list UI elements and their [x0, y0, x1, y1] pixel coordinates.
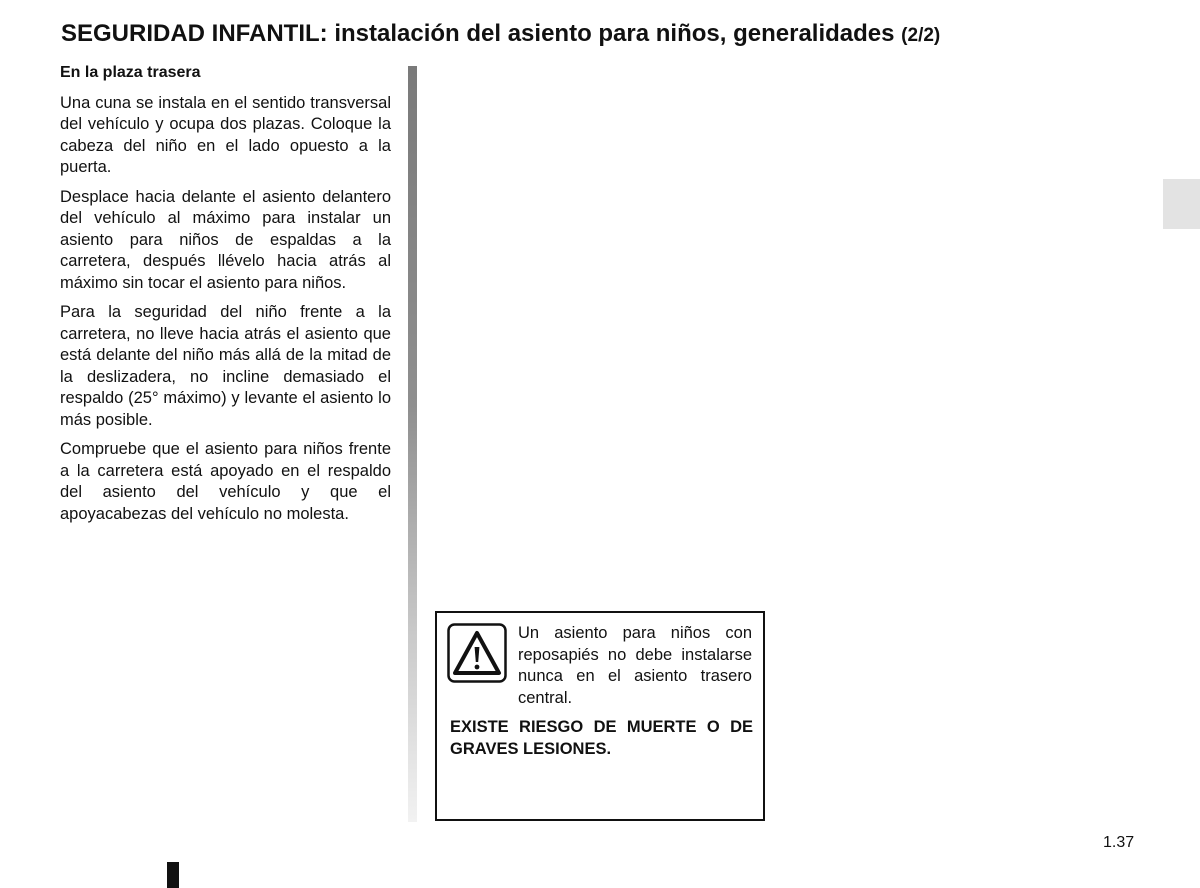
- paragraph-cot-placement: Una cuna se instala en el sentido transversal del vehículo y ocupa dos plazas. Coloque la cabeza del niño en el lado opuesto a la puerta.: [60, 93, 391, 176]
- paragraph-forward-facing-safety: Para la seguridad del niño frente a la carretera, no lleve hacia atrás el asiento que está delante del niño más allá de la mitad de la deslizadera, no incline demasiado el respaldo (25° máximo) y levante el asiento lo más posible.: [60, 303, 391, 429]
- corner-mark: [167, 862, 179, 888]
- chapter-tab: [1163, 179, 1200, 229]
- paragraph-backrest-check: Compruebe que el asiento para niños frente a la carretera está apoyado en el respaldo del asiento del vehículo y que el apoyacabezas del vehículo no molesta.: [60, 440, 391, 523]
- warning-triangle-icon: [447, 623, 507, 683]
- warning-text: Un asiento para niños con reposapiés no debe instalarse nunca en el asiento trasero central.: [518, 624, 752, 707]
- page-number: 1.37: [1103, 834, 1135, 851]
- column-divider: [408, 66, 417, 822]
- section-heading: En la plaza trasera: [60, 64, 201, 81]
- warning-alert: EXISTE RIESGO DE MUERTE O DE GRAVES LESIONES.: [450, 718, 753, 758]
- page-part-indicator: (2/2): [901, 25, 941, 46]
- paragraph-rear-facing-seat: Desplace hacia delante el asiento delantero del vehículo al máximo para instalar un asiento para niños de espaldas a la carretera, después llévelo hacia atrás al máximo sin tocar el asiento para niños.: [60, 187, 391, 292]
- left-column: [60, 62, 391, 533]
- page-title-text: SEGURIDAD INFANTIL: instalación del asiento para niños, generalidades: [61, 20, 895, 47]
- page-title: [61, 19, 1181, 51]
- warning-box: [435, 611, 765, 821]
